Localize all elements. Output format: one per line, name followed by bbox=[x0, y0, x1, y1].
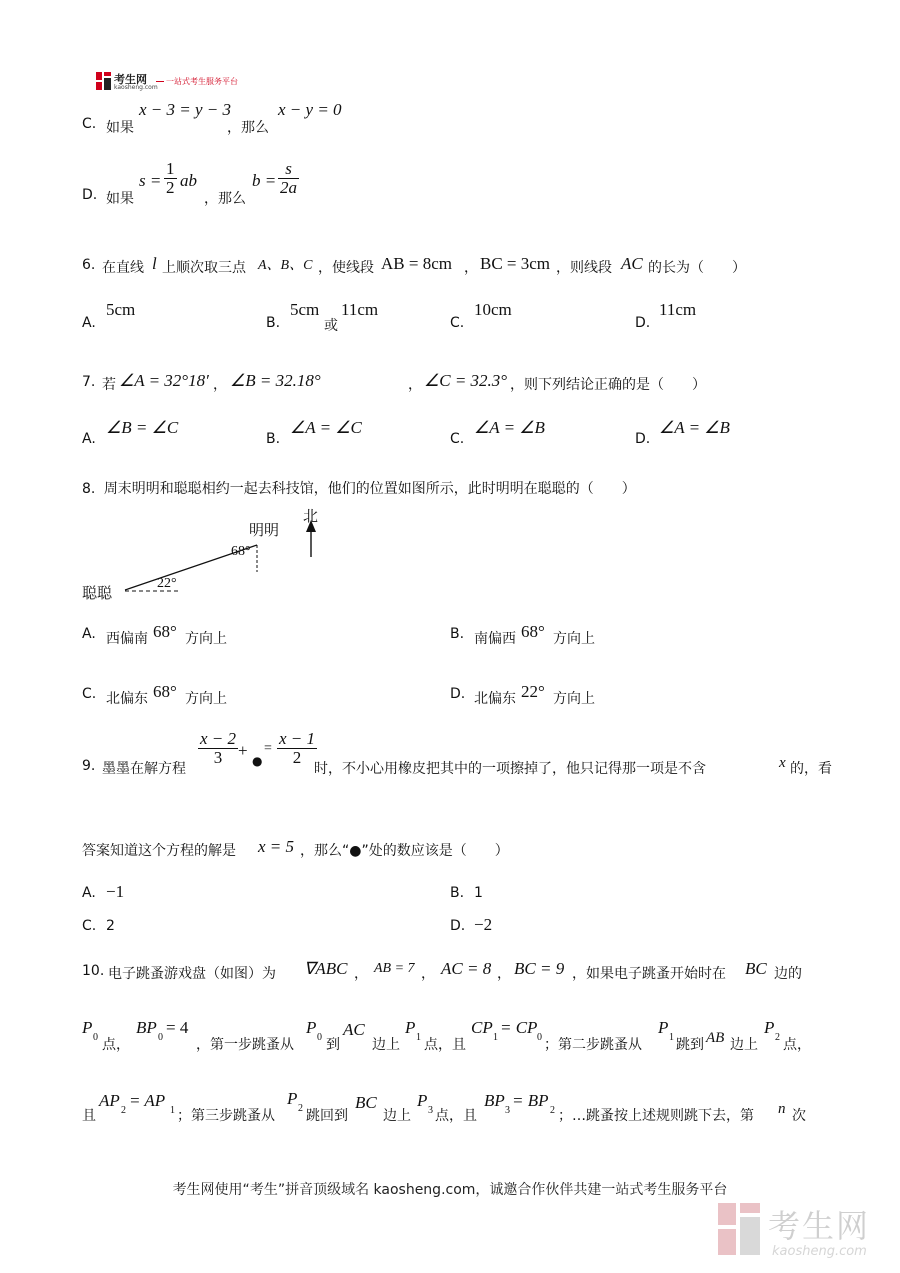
kaosheng-logo-icon bbox=[96, 72, 112, 90]
footer-notice: 考生网使用“考生”拼音顶级域名 kaosheng.com，诚邀合作伙伴共建一站式考生服务平台 bbox=[172, 1182, 728, 1198]
q7-stem: 7. 若 ∠A = 32°18′ ， ∠B = 32.18° ， ∠C = 32.3° ，则下列结论正确的是（ ） bbox=[82, 371, 706, 393]
logo-divider bbox=[156, 81, 164, 82]
q8-position-figure bbox=[80, 502, 340, 604]
q8-mingming-label: 明明 bbox=[249, 521, 280, 539]
q9-stem: 9. 墨墨在解方程 $\frac{x - 2}{3}$ + ● = $\frac{x - 1}{2}$ 时，不小心用橡皮把其中的一项擦掉了，他只记得那一项是不含 x 的，看 bbox=[82, 729, 832, 777]
q10-stem-line2: P 0 点， BP 0 = 4 ，第一步跳蚤从 P 0 到 AC 边上 P 1 点，且 CP 1 = CP 0 ；第二步跳蚤从 P 1 跳到 AB 边上 P 2 点， bbox=[82, 1018, 811, 1053]
watermark-name: 考生网 bbox=[768, 1207, 871, 1245]
logo-domain: kaosheng.com bbox=[114, 84, 158, 91]
q10-stem-line3: 且 AP 2 = AP 1 ；第三步跳蚤从 P 2 跳回到 BC 边上 P 3 点，且 BP 3 = BP 2 ；…跳蚤按上述规则跳下去，第 n 次 bbox=[82, 1089, 806, 1124]
q8-north-label: 北 bbox=[303, 507, 319, 525]
watermark-domain: kaosheng.com bbox=[772, 1244, 867, 1259]
q8-angle-22: 22° bbox=[157, 576, 177, 591]
q8-angle-68: 68° bbox=[231, 544, 251, 559]
logo-name: 考生网 bbox=[114, 73, 147, 86]
q9-stem-line2: 答案知道这个方程的解是 x = 5 ，那么“●”处的数应该是（ ） bbox=[82, 837, 509, 859]
logo-slogan: 一站式考生服务平台 bbox=[166, 77, 238, 86]
q8-stem: 8. 周末明明和聪聪相约一起去科技馆，他们的位置如图所示，此时明明在聪聪的（ ） bbox=[82, 481, 636, 497]
q8-congcong-label: 聪聪 bbox=[82, 584, 113, 602]
q6-stem: 6. 在直线 l 上顺次取三点 A、B、C ，使线段 AB = 8cm ， BC = 3cm ，则线段 AC 的长为（ ） bbox=[82, 254, 746, 276]
q10-stem-line1: 10. 电子跳蚤游戏盘（如图）为 ∇ABC ， AB = 7 ， AC = 8 ， BC = 9 ，如果电子跳蚤开始时在 BC 边的 bbox=[82, 959, 802, 982]
